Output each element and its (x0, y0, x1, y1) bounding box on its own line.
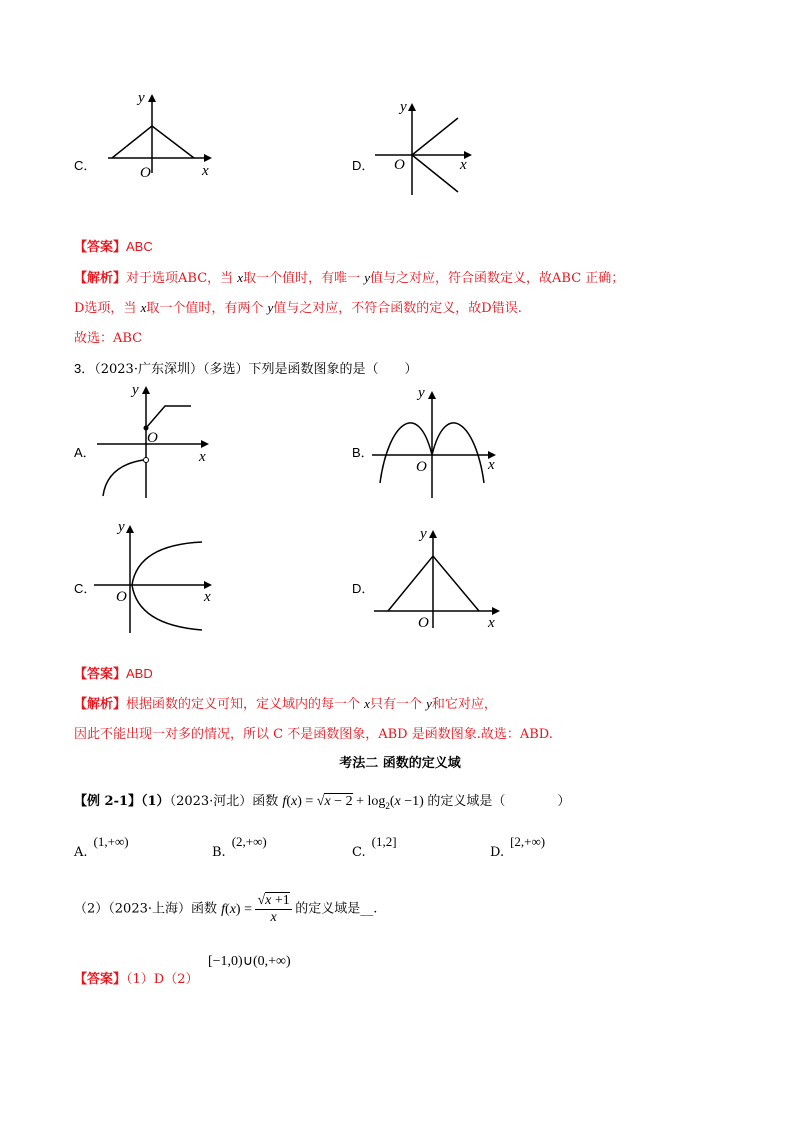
choice-b: B.(2,+∞) (212, 834, 267, 860)
example-part2: （2）（2023·上海）函数 f(x) = $\frac{√x +1}{x}$ 的定义域是__. (74, 893, 378, 925)
example-answer-value: [−1,0)∪(0,+∞) (208, 954, 291, 969)
svg-text:x: x (488, 615, 495, 631)
q2-answer: 【答案】ABC (74, 239, 153, 255)
graph-q3-a (95, 378, 220, 500)
svg-text:O: O (140, 165, 151, 181)
choice-a: A.(1,+∞) (74, 834, 129, 860)
svg-text:y: y (132, 382, 139, 398)
svg-text:y: y (400, 99, 407, 115)
option-c-label: C． (74, 158, 97, 173)
formula-1: $f(x) = √x - 2 + \log_2(x -1)$ (282, 794, 428, 811)
graph-top-d (370, 95, 480, 200)
graph-q3-d (372, 520, 507, 632)
svg-text:y: y (138, 90, 145, 106)
section-title: 考法二 函数的定义域 (339, 756, 461, 771)
svg-text:x: x (488, 457, 495, 473)
example-answer: 【答案】（1）D（2） (74, 972, 199, 987)
svg-text:O: O (147, 430, 158, 446)
svg-text:x: x (199, 449, 206, 465)
q3-option-b: B． (352, 445, 374, 460)
option-d-label: D． (352, 158, 375, 173)
svg-text:y: y (420, 526, 427, 542)
svg-text:x: x (460, 157, 467, 173)
svg-text:O: O (416, 459, 427, 475)
q2-analysis-line3: 故选：ABC (74, 331, 143, 346)
example-part1: 【例 2-1】（1）（2023·河北）函数 $f(x) = √x - 2 + \log_2(x -1)$ 的定义域是（ ） (74, 794, 571, 811)
graph-top-c (100, 88, 220, 183)
svg-text:O: O (116, 589, 127, 605)
formula-2: f(x) = $\frac{√x +1}{x}$ (221, 893, 290, 925)
q3-option-d: D． (352, 581, 375, 596)
choice-d: D.[2,+∞) (490, 834, 546, 860)
svg-text:O: O (394, 157, 405, 173)
q2-analysis-line1: 【解析】对于选项ABC，当 x取一个值时，有唯一 y值与之对应，符合函数定义，故ABC 正确； (74, 270, 625, 286)
q3-answer: 【答案】ABD (74, 666, 153, 682)
q3-option-a: A． (74, 445, 96, 460)
graph-q3-c (92, 515, 222, 637)
svg-text:O: O (418, 615, 429, 631)
svg-text:y: y (118, 519, 125, 535)
q3-analysis-line2: 因此不能出现一对多的情况，所以 C 不是函数图象，ABD 是函数图象.故选：ABD. (74, 727, 553, 742)
q2-analysis-line2: D选项，当 x取一个值时，有两个 y值与之对应，不符合函数的定义，故D错误. (74, 300, 522, 316)
q3-option-c: C． (74, 581, 97, 596)
choice-c: C.(1,2] (352, 834, 397, 860)
graph-q3-b (370, 383, 505, 501)
svg-text:y: y (418, 385, 425, 401)
svg-text:x: x (204, 589, 211, 605)
svg-text:x: x (202, 163, 209, 179)
q3-stem: 3．（2023·广东深圳）（多选）下列是函数图象的是（ ） (74, 361, 418, 377)
q3-analysis-line1: 【解析】根据函数的定义可知，定义域内的每一个 x只有一个 y和它对应， (74, 696, 497, 712)
